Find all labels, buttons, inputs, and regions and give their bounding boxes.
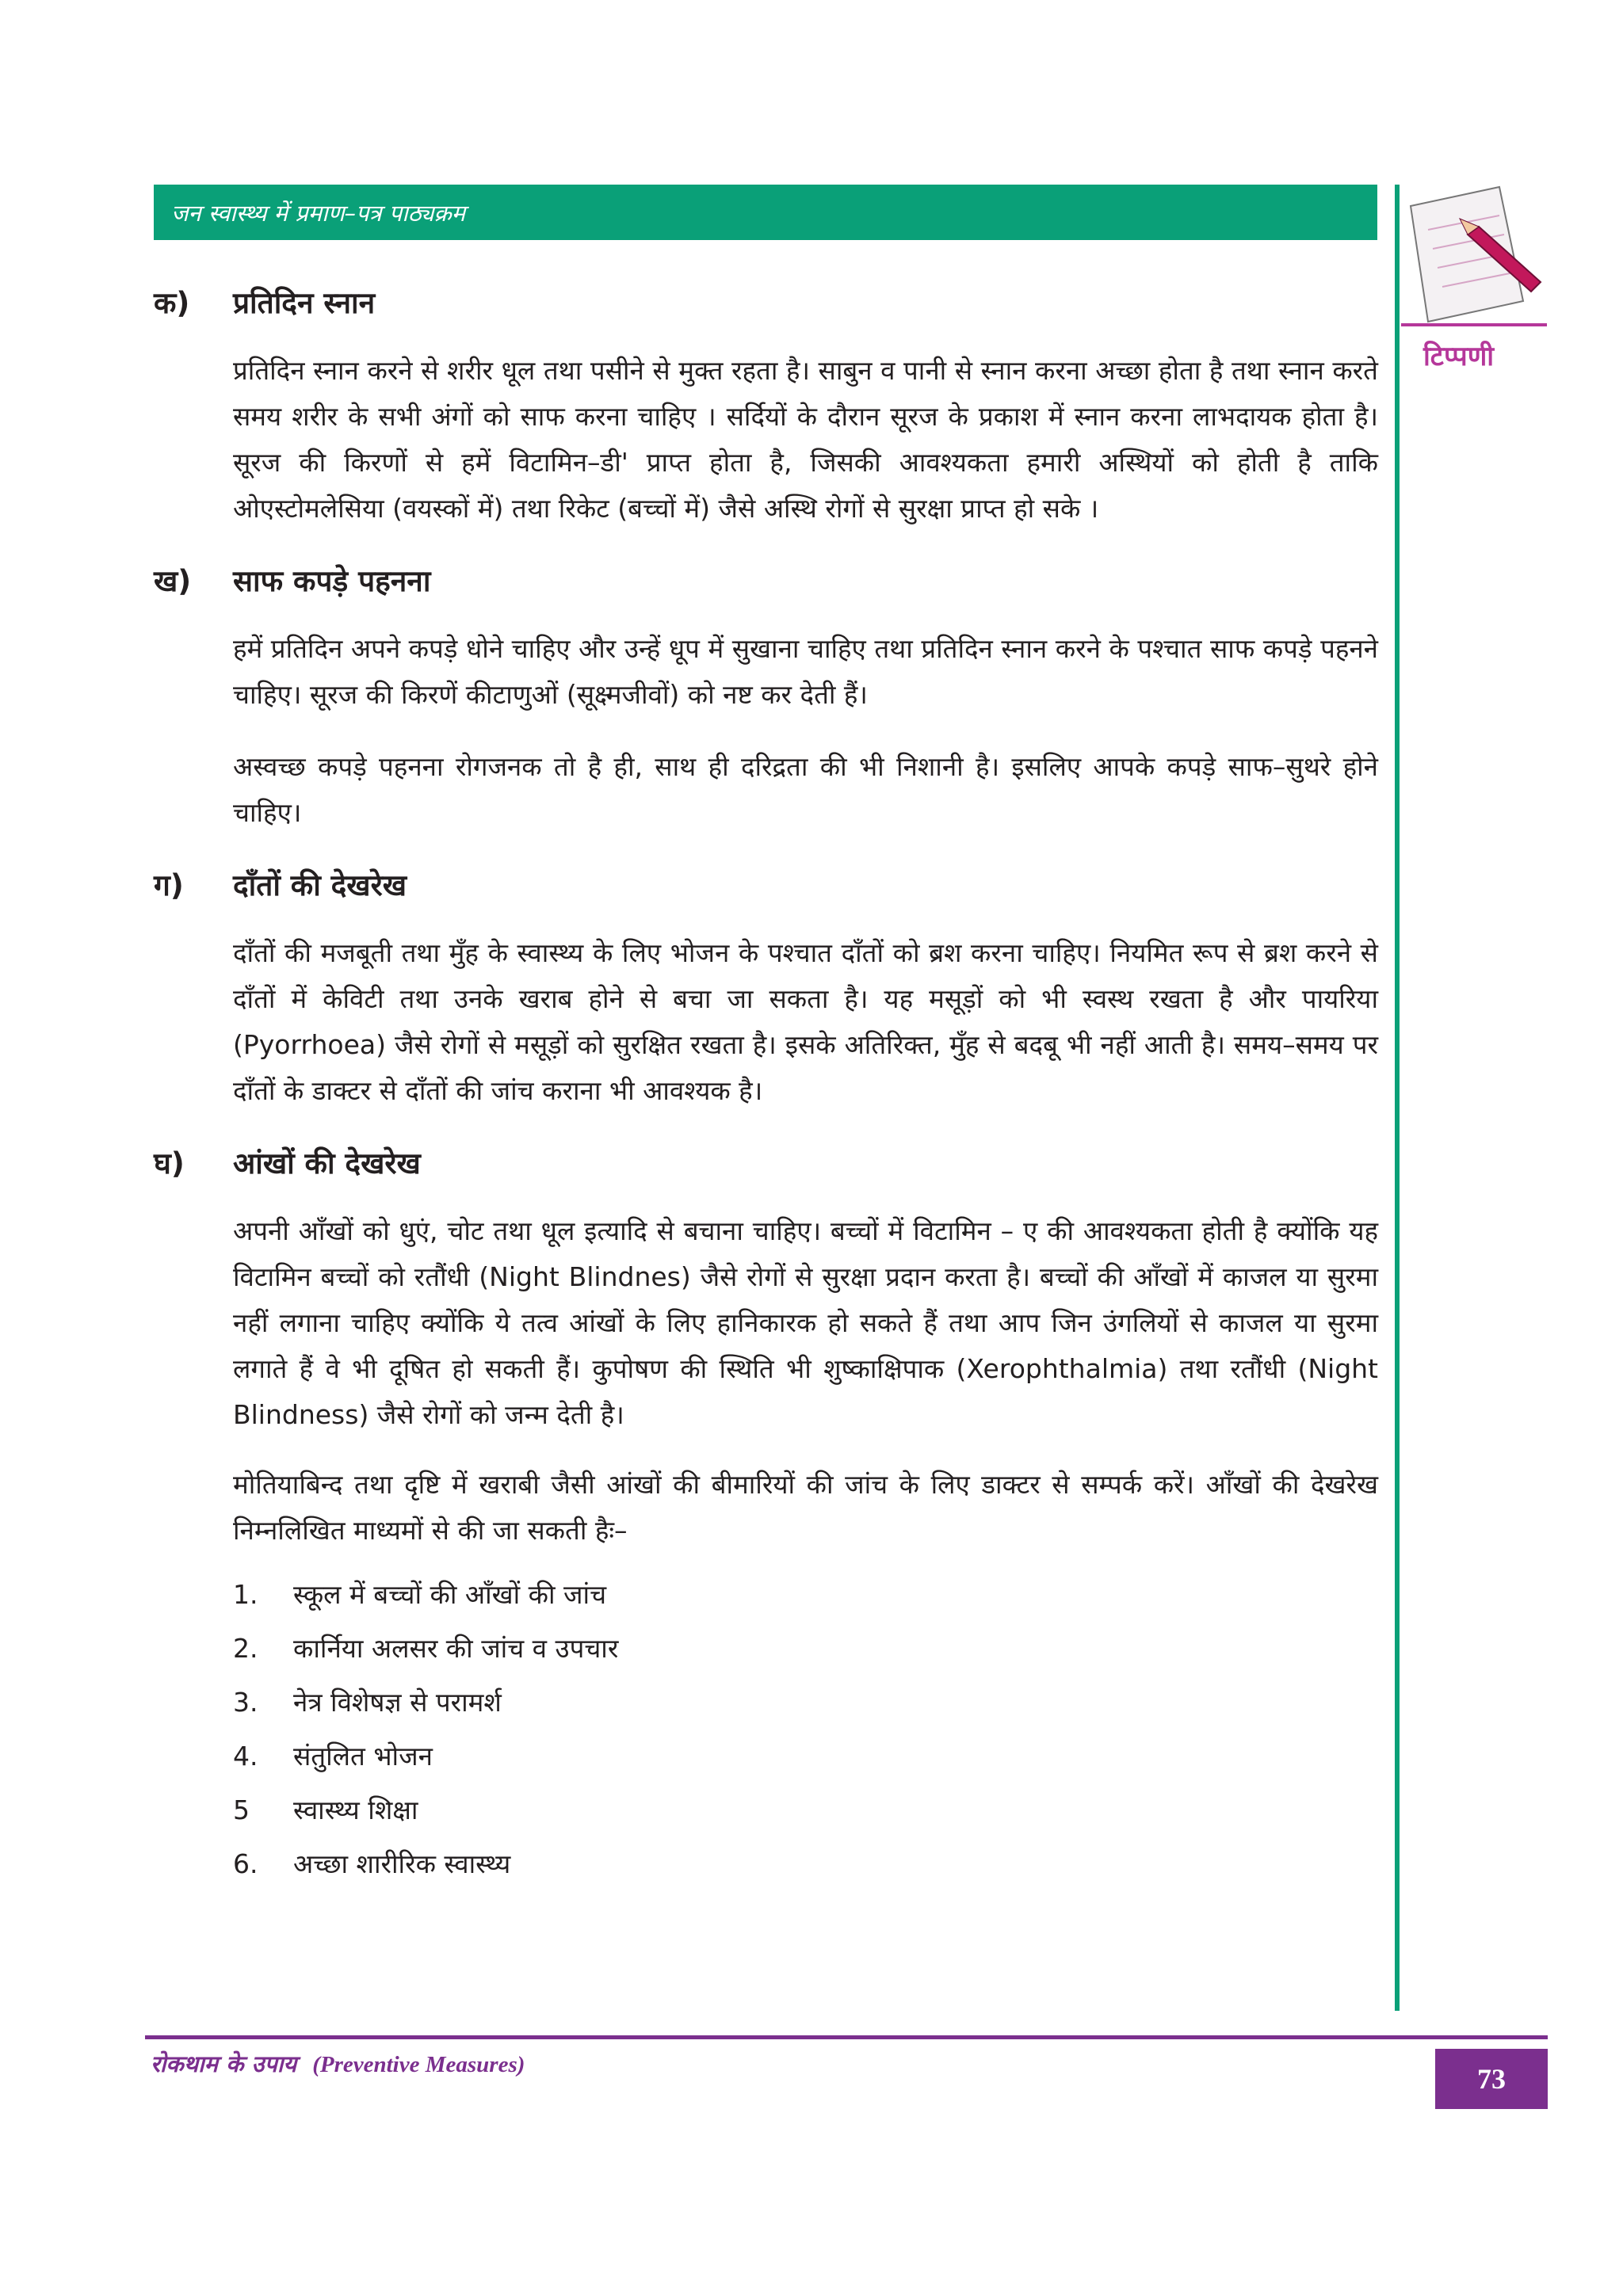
course-title: जन स्वास्थ्य में प्रमाण–पत्र पाठ्यक्रम <box>171 199 466 227</box>
list-number: 2. <box>233 1633 258 1664</box>
list-item <box>233 1676 1378 1730</box>
list-item <box>233 1783 1378 1837</box>
list-number: 3. <box>233 1687 258 1718</box>
section-teeth <box>154 868 1378 1114</box>
paragraph: मोतियाबिन्द तथा दृष्टि में खराबी जैसी आंखों की बीमारियों की जांच के लिए डाक्टर से सम्पर्क करें। आँखों की देखरेख निम्नलिखित माध्यमों से की जा सकती हैः– <box>233 1469 1378 1546</box>
footer-title-english: (Preventive Measures) <box>312 2052 525 2077</box>
list-number: 6. <box>233 1848 258 1879</box>
eye-care-list <box>233 1568 1378 1891</box>
list-text: स्कूल में बच्चों की आँखों की जांच <box>293 1579 607 1610</box>
page-number: 73 <box>1435 2049 1548 2109</box>
list-number: 1. <box>233 1579 258 1610</box>
section-eyes <box>154 1146 1378 1891</box>
list-item <box>233 1730 1378 1783</box>
footer-title <box>151 2048 525 2079</box>
list-text: अच्छा शारीरिक स्वास्थ्य <box>293 1848 511 1879</box>
main-content <box>154 285 1378 1923</box>
section-letter: ख) <box>154 564 192 598</box>
list-text: नेत्र विशेषज्ञ से परामर्श <box>293 1687 502 1718</box>
section-title: आंखों की देखरेख <box>233 1146 421 1180</box>
note-label: टिप्पणी <box>1423 341 1495 372</box>
section-clothes <box>154 563 1378 836</box>
section-letter: घ) <box>154 1146 185 1180</box>
paragraph: हमें प्रतिदिन अपने कपड़े धोने चाहिए और उन्हें धूप में सुखाना चाहिए तथा प्रतिदिन स्नान करने के पश्चात साफ कपड़े पहनने चाहिए। सूरज की किरणें कीटाणुओं (सूक्ष्मजीवों) को नष्ट कर देती हैं। <box>233 633 1378 710</box>
paragraph: अस्वच्छ कपड़े पहनना रोगजनक तो है ही, साथ ही दरिद्रता की भी निशानी है। इसलिए आपके कपड़े साफ–सुथरे होने चाहिए। <box>233 751 1378 828</box>
section-heading <box>154 285 1378 322</box>
list-number: 4. <box>233 1741 258 1772</box>
footer-title-hindi: रोकथाम के उपाय <box>151 2050 297 2077</box>
list-text: संतुलित भोजन <box>293 1741 433 1772</box>
paragraph: अपनी आँखों को धुएं, चोट तथा धूल इत्यादि से बचाना चाहिए। बच्चों में विटामिन – ए की आवश्यकता होती है क्योंकि यह विटामिन बच्चों को रतौंधी (Night Blindnes) जैसे रोगों से सुरक्षा प्रदान करता है। बच्चों की आँखों में काजल या सुरमा नहीं लगाना चाहिए क्योंकि ये तत्व आंखों के लिए हानिकारक हो सकते हैं तथा आप जिन उंगलियों से काजल या सुरमा लगाते हैं वे भी दूषित हो सकती हैं। कुपोषण की स्थिति भी शुष्काक्षिपाक (Xerophthalmia) तथा रतौंधी (Night Blindness) जैसे रोगों को जन्म देती है। <box>233 1215 1378 1430</box>
list-item <box>233 1837 1378 1891</box>
header-bar <box>154 185 1377 240</box>
notepad-pencil-icon <box>1404 182 1547 323</box>
section-letter: क) <box>154 286 190 320</box>
section-bathing <box>154 285 1378 532</box>
note-divider <box>1401 323 1547 326</box>
list-text: स्वास्थ्य शिक्षा <box>293 1794 418 1825</box>
list-item <box>233 1622 1378 1676</box>
section-title: प्रतिदिन स्नान <box>233 286 376 320</box>
section-heading <box>154 868 1378 904</box>
footer-rule <box>145 2035 1548 2039</box>
paragraph: प्रतिदिन स्नान करने से शरीर धूल तथा पसीने से मुक्त रहता है। साबुन व पानी से स्नान करना अच्छा होता है तथा स्नान करते समय शरीर के सभी अंगों को साफ करना चाहिए । सर्दियों के दौरान सूरज के प्रकाश में स्नान करना लाभदायक होता है। सूरज की किरणों से हमें विटामिन–डी' प्राप्त होता है, जिसकी आवश्यकता हमारी अस्थियों को होती है ताकि ओएस्टोमलेसिया (वयस्कों में) तथा रिकेट (बच्चों में) जैसे अस्थि रोगों से सुरक्षा प्राप्त हो सके । <box>233 355 1378 524</box>
margin-rule <box>1395 185 1400 2011</box>
section-title: साफ कपड़े पहनना <box>233 564 431 598</box>
paragraph: दाँतों की मजबूती तथा मुँह के स्वास्थ्य के लिए भोजन के पश्चात दाँतों को ब्रश करना चाहिए। नियमित रूप से ब्रश करने से दाँतों में केविटी तथा उनके खराब होने से बचा जा सकता है। यह मसूड़ों को भी स्वस्थ रखता है और पायरिया (Pyorrhoea) जैसे रोगों से मसूड़ों को सुरक्षित रखता है। इसके अतिरिक्त, मुँह से बदबू भी नहीं आती है। समय–समय पर दाँतों के डाक्टर से दाँतों की जांच कराना भी आवश्यक है। <box>233 937 1378 1106</box>
section-letter: ग) <box>154 868 184 902</box>
list-item <box>233 1568 1378 1622</box>
list-number: 5 <box>233 1794 250 1825</box>
section-heading <box>154 563 1378 600</box>
section-heading <box>154 1146 1378 1182</box>
section-title: दाँतों की देखरेख <box>233 868 407 902</box>
list-text: कार्निया अलसर की जांच व उपचार <box>293 1633 619 1664</box>
